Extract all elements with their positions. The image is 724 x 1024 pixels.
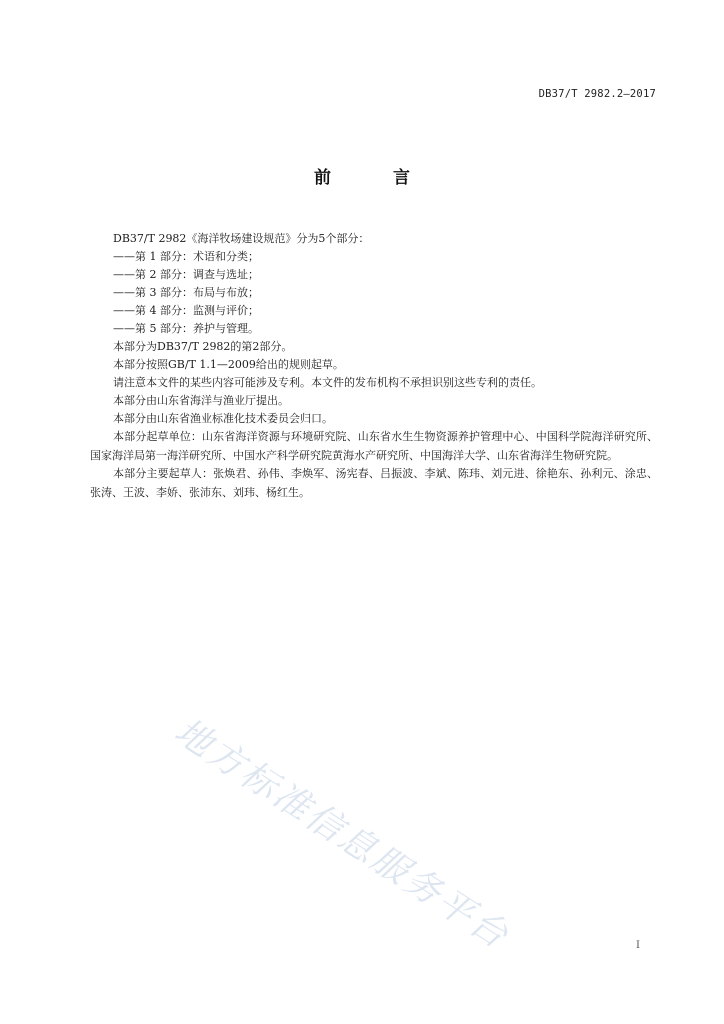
paragraph-main-drafters: 本部分主要起草人：张焕君、孙伟、李焕军、汤宪春、吕振波、李斌、陈玮、刘元进、徐艳东、孙利元、涂忠、张涛、王波、李娇、张沛东、刘玮、杨红生。 [90,467,658,499]
paragraph-patent-notice: 请注意本文件的某些内容可能涉及专利。本文件的发布机构不承担识别这些专利的责任。 [113,376,542,389]
paragraph-drafting-rules: 本部分按照GB/T 1.1—2009给出的规则起草。 [113,358,344,371]
list-item-part-2: ——第 2 部分：调查与选址； [113,268,259,281]
paragraph-drafting-units: 本部分起草单位：山东省海洋资源与环境研究院、山东省水生生物资源养护管理中心、中国科学院海洋研究所、国家海洋局第一海洋研究所、中国水产科学研究院黄海水产研究所、中国海洋大学、山东省海洋生物研究院。 [90,430,658,462]
list-item-part-1: ——第 1 部分：术语和分类； [113,250,259,263]
list-item-part-3: ——第 3 部分：布局与布放； [113,286,259,299]
watermark: 地方标准信息服务平台 [167,710,517,958]
page-title: 前 言 [314,168,438,188]
paragraph-proposer: 本部分由山东省海洋与渔业厅提出。 [113,394,289,407]
page-number: I [636,940,640,951]
paragraph-part-statement: 本部分为DB37/T 2982的第2部分。 [113,340,293,353]
paragraph-administrator: 本部分由山东省渔业标准化技术委员会归口。 [113,412,333,425]
standard-code: DB37/T 2982.2—2017 [538,88,656,100]
paragraph-intro: DB37/T 2982《海洋牧场建设规范》分为5个部分： [113,232,370,245]
list-item-part-5: ——第 5 部分：养护与管理。 [113,322,259,335]
foreword-body [90,230,658,502]
list-item-part-4: ——第 4 部分：监测与评价； [113,304,259,317]
